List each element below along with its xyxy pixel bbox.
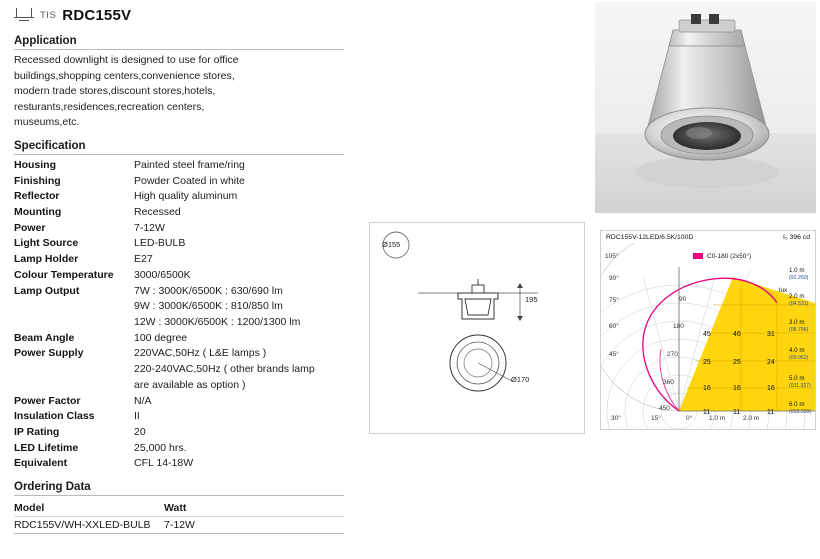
spec-value: CFL 14-18W: [134, 457, 194, 470]
lux-value: 16: [733, 385, 741, 392]
title-row: [14, 4, 354, 26]
spec-value: E27: [134, 253, 153, 266]
spec-key: Beam Angle: [14, 331, 75, 344]
spec-value: 100 degree: [134, 331, 188, 344]
distance-value: (04.531): [789, 301, 809, 307]
cell-watt: 7-12W: [164, 519, 195, 532]
radius-label-270: 270: [667, 351, 678, 358]
axis-label-2m: 2.0 m: [743, 415, 760, 422]
ordering-table: [14, 500, 344, 534]
divider: [14, 154, 344, 155]
spec-value: 20: [134, 425, 146, 438]
spec-value: 3000/6500K: [134, 268, 191, 281]
lux-value: 16: [703, 385, 711, 392]
angle-label-15: 15°: [651, 415, 661, 422]
spec-key: Power Supply: [14, 347, 84, 360]
specification-heading: Specification: [14, 139, 86, 152]
ordering-heading: Ordering Data: [14, 481, 91, 494]
spec-key: Light Source: [14, 237, 79, 250]
spec-value: II: [134, 410, 140, 423]
distance-value: (06.796): [789, 327, 809, 333]
spec-value: Recessed: [134, 206, 181, 219]
dim-cutout-label: Ø155: [382, 240, 401, 249]
application-heading: Application: [14, 35, 77, 47]
lux-unit-label: lux: [779, 287, 788, 294]
angle-label-105: 105°: [605, 253, 619, 260]
application-line: modern trade stores,discount stores,hotels,: [14, 85, 216, 98]
dim-diameter-label: Ø170: [511, 375, 530, 384]
lux-value: 25: [703, 359, 711, 366]
distance-value: (011.327): [789, 383, 811, 389]
table-row: [14, 158, 344, 174]
spec-key: Mounting: [14, 206, 62, 219]
spec-value: 220VAC,50Hz ( L&E lamps ) 220-240VAC,50Hz ( other brands lamp are available as option ): [134, 347, 315, 391]
radius-label-360: 360: [663, 379, 674, 386]
tis-label: TIS: [40, 9, 57, 21]
left-column: [14, 4, 354, 534]
spec-value: 7W : 3000K/6500K : 630/690 lm 9W : 3000K/6500K : 810/850 lm 12W : 3000K/6500K : 1200/1300 lm: [134, 284, 301, 328]
table-row: [14, 236, 344, 252]
lux-value: 25: [733, 359, 741, 366]
distance-label: 5.0 m: [789, 375, 805, 382]
angle-label-75: 75°: [609, 297, 619, 304]
spec-key: Reflector: [14, 190, 60, 203]
spec-key: Power: [14, 221, 46, 234]
spec-value: 7-12W: [134, 221, 165, 234]
lux-value: 11: [733, 409, 741, 416]
downlight-render-icon: [595, 2, 816, 213]
angle-label-45: 45°: [609, 351, 619, 358]
photometric-intensity: I₀ 396 cd: [782, 234, 810, 241]
spec-key: Power Factor: [14, 394, 81, 407]
table-row: [14, 441, 344, 457]
table-row: [14, 456, 344, 472]
angle-label-90: 90°: [609, 275, 619, 282]
tis-standard-icon: [14, 6, 34, 24]
dim-height-label: 195: [525, 295, 538, 304]
angle-label-60: 60°: [609, 323, 619, 330]
cell-model: RDC155V/WH-XXLED-BULB: [14, 519, 151, 532]
angle-label-30: 30°: [611, 415, 621, 422]
table-row: [14, 252, 344, 268]
table-row: [14, 346, 344, 393]
distance-value: (09.062): [789, 355, 809, 361]
lux-value: 11: [703, 409, 711, 416]
page-title: RDC155V: [62, 6, 132, 24]
table-row: [14, 425, 344, 441]
spec-value: LED-BULB: [134, 237, 186, 250]
photometric-title: RDC155V-12LED/6.5K/100D: [606, 234, 694, 241]
spec-key: Colour Temperature: [14, 268, 114, 281]
radius-label-90: 90: [679, 296, 687, 303]
spec-value: Powder Coated in white: [134, 174, 245, 187]
application-line: Recessed downlight is designed to use for office: [14, 54, 239, 66]
divider: [14, 495, 344, 496]
spec-key: LED Lifetime: [14, 441, 79, 454]
table-row: [14, 409, 344, 425]
photometric-header: [601, 231, 815, 241]
column-header-watt: Watt: [164, 502, 187, 515]
application-text: [14, 53, 354, 131]
table-header-row: [14, 500, 344, 517]
specification-table: [14, 158, 344, 472]
table-row: [14, 517, 344, 534]
divider: [14, 49, 344, 50]
spec-value: High quality aluminum: [134, 190, 238, 203]
table-row: [14, 174, 344, 190]
application-line: buildings,shopping centers,convenience stores,: [14, 69, 235, 82]
table-row: [14, 189, 344, 205]
distance-label: 1.0 m: [789, 267, 805, 274]
lux-value: 11: [767, 409, 775, 416]
table-row: [14, 331, 344, 347]
table-row: [14, 221, 344, 237]
application-line: resturants,residences,recreation centers,: [14, 100, 205, 113]
lux-value: 46: [733, 331, 741, 338]
photometric-diagram: [600, 230, 816, 430]
table-row: [14, 205, 344, 221]
table-row: [14, 284, 344, 331]
lux-value: 31: [767, 331, 775, 338]
spec-key: Insulation Class: [14, 410, 95, 423]
application-line: museums,etc.: [14, 116, 80, 129]
distance-label: 6.0 m: [789, 401, 805, 408]
lux-value: 16: [767, 385, 775, 392]
spec-value: Painted steel frame/ring: [134, 158, 245, 171]
spec-key: IP Rating: [14, 425, 60, 438]
distance-value: (013.593): [789, 409, 812, 415]
distance-label: 2.0 m: [789, 293, 805, 300]
dimension-drawing: [369, 222, 585, 434]
radius-label-450: 450: [659, 405, 670, 412]
lux-value: 24: [767, 359, 775, 366]
distance-label: 4.0 m: [789, 347, 805, 354]
distance-value: (92.260): [789, 275, 809, 281]
table-row: [14, 268, 344, 284]
spec-key: Housing: [14, 158, 56, 171]
column-header-model: Model: [14, 502, 45, 515]
spec-key: Lamp Output: [14, 284, 80, 297]
spec-value: 25,000 hrs.: [134, 441, 187, 454]
spec-key: Finishing: [14, 174, 61, 187]
product-photo: [595, 2, 816, 213]
lux-value: 45: [703, 331, 711, 338]
radius-label-180: 180: [673, 323, 684, 330]
spec-value: N/A: [134, 394, 152, 407]
spec-key: Lamp Holder: [14, 253, 79, 266]
curve-legend-label: C0-180 (2x50°): [707, 253, 752, 260]
angle-label-0: 0°: [686, 415, 693, 422]
distance-label: 3.0 m: [789, 319, 805, 326]
table-row: [14, 394, 344, 410]
spec-key: Equivalent: [14, 457, 68, 470]
axis-label-1m: 1.0 m: [709, 415, 726, 422]
